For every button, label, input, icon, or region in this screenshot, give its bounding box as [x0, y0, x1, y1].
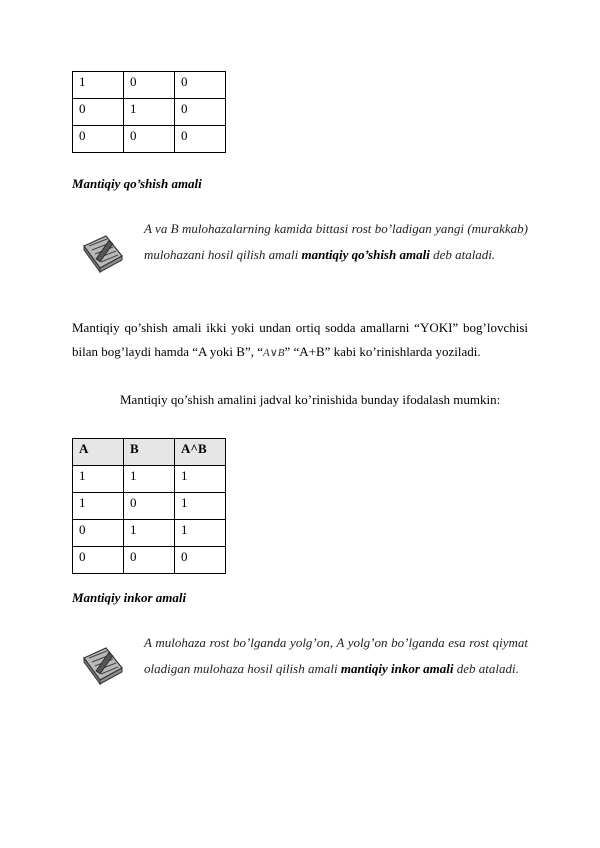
section-heading-addition: Mantiqiy qo’shish amali: [72, 176, 202, 191]
table-cell: 1: [175, 493, 226, 520]
table-cell: 1: [124, 520, 175, 547]
definition-term: mantiqiy qo’shish amali: [301, 247, 430, 262]
table-cell: 1: [73, 72, 124, 99]
table-header-row: [73, 439, 226, 466]
definition-negation: [144, 630, 528, 682]
definition-end: deb ataladi.: [456, 661, 519, 676]
truth-table-top: [72, 71, 226, 153]
table-intro-line: Mantiqiy qo’shish amalini jadval ko’rinishida bunday ifodalash mumkin:: [120, 392, 501, 407]
section-heading-negation: Mantiqiy inkor amali: [72, 590, 187, 605]
table-cell: 0: [124, 72, 175, 99]
table-header-cell: B: [124, 439, 175, 466]
definition-end: deb ataladi.: [433, 247, 496, 262]
truth-table-addition: [72, 438, 226, 574]
table-cell: 1: [73, 466, 124, 493]
table-cell: 0: [175, 547, 226, 574]
table-row: [73, 99, 226, 126]
table-cell: 1: [124, 466, 175, 493]
table-row: [73, 126, 226, 153]
definition-addition: [144, 216, 528, 268]
definition-term: mantiqiy inkor amali: [340, 661, 454, 676]
table-cell: 0: [73, 99, 124, 126]
table-cell: 0: [175, 99, 226, 126]
table-cell: 0: [124, 126, 175, 153]
table-cell: 0: [73, 547, 124, 574]
table-header-cell: A^B: [175, 439, 226, 466]
table-cell: 1: [124, 99, 175, 126]
table-cell: 0: [175, 72, 226, 99]
table-header-cell: A: [73, 439, 124, 466]
table-cell: 1: [175, 520, 226, 547]
notebook-pencil-icon: [80, 232, 126, 276]
table-row: [73, 547, 226, 574]
table-cell: 1: [175, 466, 226, 493]
definition-text: A va B mulohazalarning kamida bittasi rost bo’ladigan yangi (murakkab) mulohazani hosil qilish amali: [144, 221, 528, 262]
table-row: [73, 72, 226, 99]
table-row: [73, 493, 226, 520]
table-cell: 0: [175, 126, 226, 153]
paragraph-text: Mantiqiy qo’shish amali ikki yoki undan ortiq sodda amallarni “YOKI” bog’lovchisi bilan bog’laydi hamda “A yoki B”, “: [72, 320, 528, 359]
notebook-pencil-icon: [80, 644, 126, 688]
body-paragraph: [72, 316, 528, 365]
definition-text: A mulohaza rost bo’lganda yolg’on, A yolg’on bo’lganda esa rost qiymat oladigan mulohaza hosil qilish amali: [144, 635, 528, 676]
table-cell: 1: [73, 493, 124, 520]
table-cell: 0: [73, 126, 124, 153]
table-cell: 0: [124, 493, 175, 520]
table-row: [73, 466, 226, 493]
or-symbol: A∨B: [262, 347, 285, 359]
table-cell: 0: [73, 520, 124, 547]
paragraph-text-end: ” “A+B” kabi ko’rinishlarda yoziladi.: [284, 344, 481, 359]
table-cell: 0: [124, 547, 175, 574]
table-row: [73, 520, 226, 547]
